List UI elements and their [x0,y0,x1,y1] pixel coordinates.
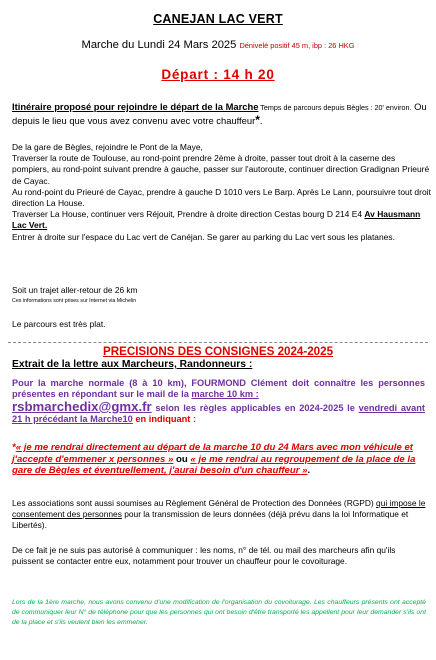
quote-passenger: « je me rendrai au regroupement de la place de la gare de Bègles et éventuellement, j'aurai besoin d'un chauffeur » [12,453,416,477]
document-title: CANEJAN LAC VERT [153,12,283,26]
indicating-text: en indiquant : [132,414,197,425]
route-destination: Av Hausmann Lac Vert. [12,209,421,231]
letter-extract-heading: Extrait de la lettre aux Marcheurs, Randonneurs : [12,359,253,370]
footnote-star: * [255,113,260,127]
precisions-title: PRECISIONS DES CONSIGNES 2024-2025 [102,345,334,358]
rgpd-paragraph [12,498,426,531]
quote-options [12,442,426,477]
itinerary-period: . [259,115,263,126]
terrain-note: Le parcours est très plat. [12,319,106,329]
route-text: De la gare de Bègles, rejoindre le Pont de la Maye, Traverser la route de Toulouse, au rond-point prendre 2ème à droite, passer tout droit à la caserne des pompiers, au rond-point suivant prendre à gauche, passer sur l'autoroute, continuer direction Gradignan Prieuré de Cayac. Au rond-point du Prieuré de Cayac, prendre à gauche D 1010 vers Le Barp. Après Le Lann, poursuivre tout droit direction La House. Traverser La House, continuer vers Réjouit, Prendre à droite direction Cestas bourg D 214 E4 [12,142,431,220]
rgpd-text-3: pour la transmission de leurs données (déjà prévu dans la loi Informatique et Libertés). [12,508,409,530]
elevation-info: Dénivelé positif 45 m, ibp : 26 HKG [239,41,355,50]
section-divider [8,342,428,343]
route-directions [12,142,432,243]
walk-mail-ref: marche 10 km : [191,389,259,400]
itinerary-heading: Itinéraire proposé pour rejoindre le départ de la Marche [12,101,259,112]
rgpd-consent: qui impose le consentement des personnes [12,498,426,519]
quote-star: * [12,442,16,453]
communication-paragraph: De ce fait je ne suis pas autorisé à communiquer : les noms, n° de tél. ou mail des marcheurs afin qu'ils puissent se contacter entre eux, notamment pour trouver un chauffeur pour le covoiturage. [12,545,396,566]
normal-walk-text: Pour la marche normale (8 à 10 km), FOURMOND Clément doit connaître les personnes présentes en répondant sur le mail de la [12,378,425,400]
source-note: Ces informations sont prises sur Internet via Michelin [12,298,137,304]
walk-subtitle [0,39,436,51]
walk-date: Marche du Lundi 24 Mars 2025 [81,39,237,51]
quote-end: . [307,465,311,477]
route-final: Entrer à droite sur l'espace du Lac vert de Canéjan. Se garer au parking du Lac vert sous les platanes. [12,231,395,242]
rgpd-text-1: Les associations sont aussi soumises au Règlement Général de Protection des Données (RGPD) [12,498,377,508]
contact-email-link[interactable]: rsbmarchedix@gmx.fr [12,398,152,414]
itinerary-paragraph [12,101,432,127]
quote-or: ou [173,453,191,465]
deadline-text: vendredi avant 21 h précédant la Marche10 [12,402,425,425]
registration-instructions [12,378,425,426]
departure-time: Départ : 14 h 20 [161,67,275,82]
travel-time-note: Temps de parcours depuis Bègles : 20' environ. [258,103,412,112]
trip-length: Soit un trajet aller-retour de 26 km [12,285,138,295]
rules-text: selon les règles applicables en 2024-2025 le [151,402,359,413]
quote-driver: « je me rendrai directement au départ de la marche 10 du 24 Mars avec mon véhicule et j'accepte d'emmener x personnes » [12,442,413,465]
carpool-note: Lors de la 1ère marche, nous avons convenu d'une modification de l'organisation du covoiturage. Les chauffeurs présents ont accepté de communiquer leur N° de téléphone pour que les personnes qui ont besoin d'être transporté les appellent pour leur demander s'ils ont de la place et s'ils veulent bien les emmener. [12,599,426,626]
alternative-meeting-note: Ou depuis le lieu que vous avez convenu avec votre chauffeur [12,101,427,126]
